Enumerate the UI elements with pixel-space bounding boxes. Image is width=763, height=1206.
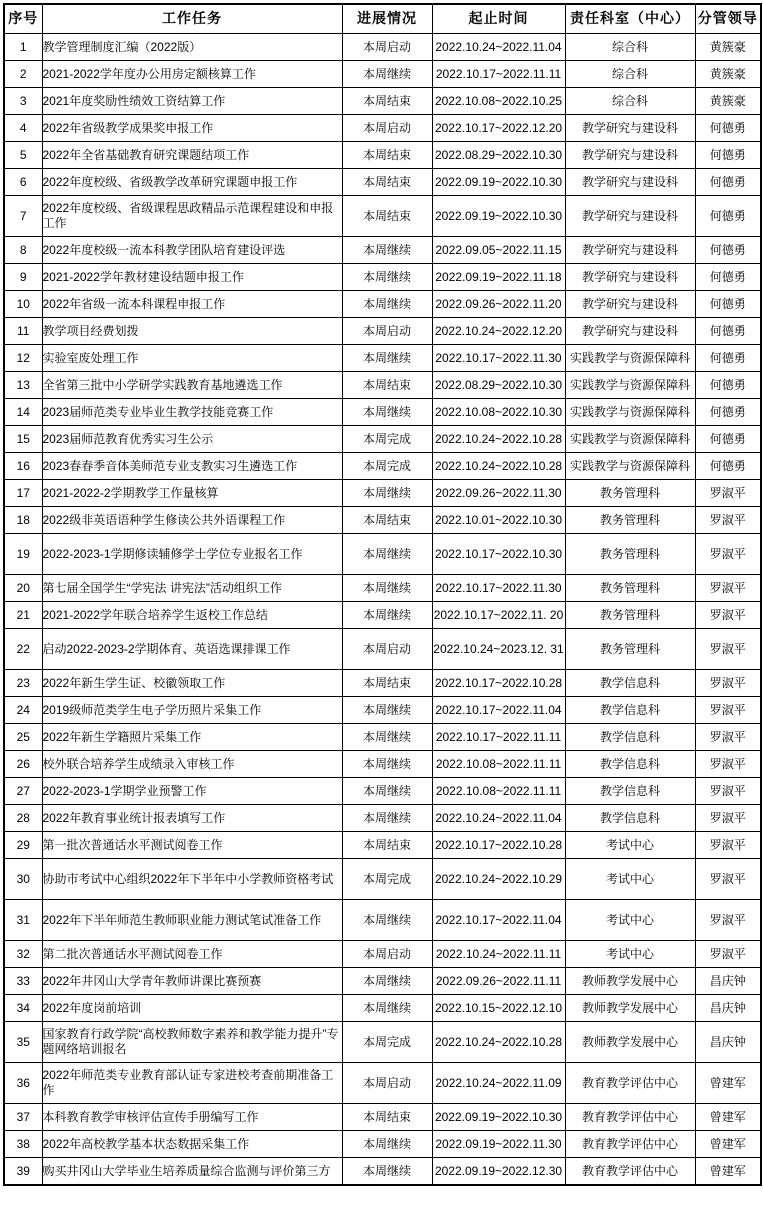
- cell-task: 2021年度奖励性绩效工资结算工作: [42, 88, 342, 115]
- cell-department: 教务管理科: [565, 602, 695, 629]
- cell-leader: 曾建军: [695, 1131, 761, 1158]
- cell-date-range: 2022.09.26~2022.11.20: [432, 291, 565, 318]
- cell-date-range: 2022.10.01~2022.10.30: [432, 507, 565, 534]
- cell-index: 29: [4, 832, 42, 859]
- cell-leader: 何德勇: [695, 345, 761, 372]
- cell-leader: 何德勇: [695, 426, 761, 453]
- cell-task: 2022年度校级一流本科教学团队培育建设评选: [42, 237, 342, 264]
- table-row: [4, 480, 761, 507]
- table-row: [4, 88, 761, 115]
- cell-date-range: 2022.10.24~2022.10.28: [432, 453, 565, 480]
- cell-progress: 本周完成: [342, 426, 432, 453]
- table-row: [4, 724, 761, 751]
- cell-leader: 罗淑平: [695, 480, 761, 507]
- cell-task: 2022年度校级、省级课程思政精品示范课程建设和申报工作: [42, 196, 342, 237]
- cell-date-range: 2022.09.19~2022.10.30: [432, 196, 565, 237]
- cell-department: 教学研究与建设科: [565, 115, 695, 142]
- cell-department: 教学研究与建设科: [565, 169, 695, 196]
- cell-department: 教务管理科: [565, 534, 695, 575]
- cell-task: 2022年度岗前培训: [42, 995, 342, 1022]
- cell-date-range: 2022.10.24~2023.12. 31: [432, 629, 565, 670]
- cell-index: 24: [4, 697, 42, 724]
- cell-department: 教学信息科: [565, 724, 695, 751]
- cell-task: 启动2022-2023-2学期体育、英语选课排课工作: [42, 629, 342, 670]
- cell-progress: 本周继续: [342, 399, 432, 426]
- table-row: [4, 372, 761, 399]
- cell-task: 2021-2022学年教材建设结题申报工作: [42, 264, 342, 291]
- table-row: [4, 399, 761, 426]
- cell-date-range: 2022.10.17~2022.11.11: [432, 61, 565, 88]
- table-body: [4, 34, 761, 1186]
- cell-index: 17: [4, 480, 42, 507]
- cell-department: 教师教学发展中心: [565, 995, 695, 1022]
- cell-date-range: 2022.10.17~2022.10.28: [432, 832, 565, 859]
- table-row: [4, 142, 761, 169]
- cell-date-range: 2022.10.24~2022.11.11: [432, 941, 565, 968]
- cell-index: 19: [4, 534, 42, 575]
- cell-index: 30: [4, 859, 42, 900]
- cell-department: 教学信息科: [565, 697, 695, 724]
- cell-index: 22: [4, 629, 42, 670]
- cell-task: 2022-2023-1学期学业预警工作: [42, 778, 342, 805]
- header-date-range: 起止时间: [432, 4, 565, 34]
- cell-task: 2021-2022-2学期教学工作量核算: [42, 480, 342, 507]
- cell-task: 2022年省级教学成果奖申报工作: [42, 115, 342, 142]
- cell-index: 34: [4, 995, 42, 1022]
- cell-index: 28: [4, 805, 42, 832]
- cell-task: 2022年全省基础教育研究课题结项工作: [42, 142, 342, 169]
- table-row: [4, 995, 761, 1022]
- cell-progress: 本周启动: [342, 34, 432, 61]
- cell-leader: 昌庆钟: [695, 1022, 761, 1063]
- cell-leader: 罗淑平: [695, 602, 761, 629]
- cell-leader: 何德勇: [695, 237, 761, 264]
- cell-task: 2022年新生学籍照片采集工作: [42, 724, 342, 751]
- cell-date-range: 2022.10.15~2022.12.10: [432, 995, 565, 1022]
- cell-index: 1: [4, 34, 42, 61]
- table-row: [4, 453, 761, 480]
- cell-date-range: 2022.10.24~2022.10.28: [432, 1022, 565, 1063]
- cell-leader: 黄簇豪: [695, 61, 761, 88]
- cell-progress: 本周结束: [342, 142, 432, 169]
- header-leader: 分管领导: [695, 4, 761, 34]
- table-row: [4, 291, 761, 318]
- work-plan-table: [3, 3, 762, 1186]
- cell-department: 教育教学评估中心: [565, 1131, 695, 1158]
- cell-task: 2023春春季音体美师范专业支教实习生遴选工作: [42, 453, 342, 480]
- cell-progress: 本周继续: [342, 697, 432, 724]
- table-row: [4, 1022, 761, 1063]
- cell-index: 31: [4, 900, 42, 941]
- cell-department: 教学研究与建设科: [565, 318, 695, 345]
- table-row: [4, 534, 761, 575]
- cell-progress: 本周结束: [342, 372, 432, 399]
- cell-index: 10: [4, 291, 42, 318]
- cell-department: 教务管理科: [565, 480, 695, 507]
- cell-task: 全省第三批中小学研学实践教育基地遴选工作: [42, 372, 342, 399]
- cell-task: 2022-2023-1学期修读辅修学士学位专业报名工作: [42, 534, 342, 575]
- cell-index: 37: [4, 1104, 42, 1131]
- cell-index: 38: [4, 1131, 42, 1158]
- cell-date-range: 2022.10.08~2022.11.11: [432, 778, 565, 805]
- cell-progress: 本周继续: [342, 778, 432, 805]
- cell-index: 33: [4, 968, 42, 995]
- cell-date-range: 2022.10.24~2022.11.04: [432, 805, 565, 832]
- cell-leader: 曾建军: [695, 1104, 761, 1131]
- table-row: [4, 859, 761, 900]
- cell-date-range: 2022.08.29~2022.10.30: [432, 142, 565, 169]
- cell-department: 教务管理科: [565, 507, 695, 534]
- cell-department: 教育教学评估中心: [565, 1158, 695, 1186]
- cell-index: 4: [4, 115, 42, 142]
- cell-department: 教育教学评估中心: [565, 1063, 695, 1104]
- cell-task: 校外联合培养学生成绩录入审核工作: [42, 751, 342, 778]
- cell-progress: 本周继续: [342, 264, 432, 291]
- cell-leader: 何德勇: [695, 399, 761, 426]
- cell-index: 20: [4, 575, 42, 602]
- cell-progress: 本周结束: [342, 88, 432, 115]
- cell-leader: 罗淑平: [695, 859, 761, 900]
- cell-task: 第一批次普通话水平测试阅卷工作: [42, 832, 342, 859]
- cell-leader: 黄簇豪: [695, 88, 761, 115]
- cell-department: 教学研究与建设科: [565, 291, 695, 318]
- cell-date-range: 2022.09.19~2022.12.30: [432, 1158, 565, 1186]
- cell-department: 考试中心: [565, 859, 695, 900]
- table-row: [4, 345, 761, 372]
- cell-task: 2022年省级一流本科课程申报工作: [42, 291, 342, 318]
- cell-progress: 本周继续: [342, 345, 432, 372]
- cell-progress: 本周结束: [342, 196, 432, 237]
- cell-task: 2023届师范教育优秀实习生公示: [42, 426, 342, 453]
- cell-progress: 本周启动: [342, 115, 432, 142]
- cell-index: 5: [4, 142, 42, 169]
- cell-task: 教学管理制度汇编（2022版）: [42, 34, 342, 61]
- cell-leader: 罗淑平: [695, 751, 761, 778]
- cell-date-range: 2022.08.29~2022.10.30: [432, 372, 565, 399]
- cell-date-range: 2022.10.17~2022.11.11: [432, 724, 565, 751]
- cell-task: 2022级非英语语种学生修读公共外语课程工作: [42, 507, 342, 534]
- cell-index: 36: [4, 1063, 42, 1104]
- cell-index: 12: [4, 345, 42, 372]
- cell-department: 教学信息科: [565, 805, 695, 832]
- table-row: [4, 61, 761, 88]
- cell-leader: 罗淑平: [695, 941, 761, 968]
- cell-index: 23: [4, 670, 42, 697]
- cell-leader: 何德勇: [695, 264, 761, 291]
- cell-leader: 罗淑平: [695, 805, 761, 832]
- cell-progress: 本周继续: [342, 751, 432, 778]
- cell-department: 教学研究与建设科: [565, 264, 695, 291]
- cell-progress: 本周继续: [342, 995, 432, 1022]
- cell-date-range: 2022.10.17~2022.11.04: [432, 900, 565, 941]
- cell-leader: 昌庆钟: [695, 995, 761, 1022]
- table-row: [4, 115, 761, 142]
- cell-date-range: 2022.10.24~2022.10.29: [432, 859, 565, 900]
- cell-index: 6: [4, 169, 42, 196]
- cell-leader: 罗淑平: [695, 629, 761, 670]
- cell-index: 15: [4, 426, 42, 453]
- cell-department: 综合科: [565, 34, 695, 61]
- cell-department: 教师教学发展中心: [565, 1022, 695, 1063]
- cell-date-range: 2022.10.24~2022.10.28: [432, 426, 565, 453]
- cell-department: 综合科: [565, 61, 695, 88]
- cell-index: 25: [4, 724, 42, 751]
- cell-department: 教学研究与建设科: [565, 196, 695, 237]
- cell-department: 考试中心: [565, 832, 695, 859]
- cell-index: 14: [4, 399, 42, 426]
- cell-leader: 何德勇: [695, 142, 761, 169]
- cell-progress: 本周继续: [342, 805, 432, 832]
- cell-department: 实践教学与资源保障科: [565, 426, 695, 453]
- header-index: 序号: [4, 4, 42, 34]
- cell-department: 教学信息科: [565, 670, 695, 697]
- cell-leader: 何德勇: [695, 318, 761, 345]
- cell-progress: 本周继续: [342, 534, 432, 575]
- table-row: [4, 169, 761, 196]
- cell-leader: 罗淑平: [695, 900, 761, 941]
- cell-progress: 本周完成: [342, 1022, 432, 1063]
- cell-date-range: 2022.10.08~2022.10.25: [432, 88, 565, 115]
- cell-progress: 本周继续: [342, 900, 432, 941]
- cell-leader: 罗淑平: [695, 575, 761, 602]
- table-row: [4, 237, 761, 264]
- cell-index: 2: [4, 61, 42, 88]
- table-row: [4, 900, 761, 941]
- header-progress: 进展情况: [342, 4, 432, 34]
- table-row: [4, 968, 761, 995]
- cell-progress: 本周继续: [342, 480, 432, 507]
- cell-leader: 何德勇: [695, 115, 761, 142]
- table-row: [4, 1158, 761, 1186]
- cell-department: 教学研究与建设科: [565, 142, 695, 169]
- cell-leader: 罗淑平: [695, 670, 761, 697]
- cell-index: 39: [4, 1158, 42, 1186]
- cell-progress: 本周继续: [342, 291, 432, 318]
- cell-index: 26: [4, 751, 42, 778]
- header-task: 工作任务: [42, 4, 342, 34]
- cell-leader: 罗淑平: [695, 534, 761, 575]
- cell-task: 2022年教育事业统计报表填写工作: [42, 805, 342, 832]
- cell-task: 实验室废处理工作: [42, 345, 342, 372]
- cell-leader: 黄簇豪: [695, 34, 761, 61]
- cell-progress: 本周继续: [342, 237, 432, 264]
- table-row: [4, 1104, 761, 1131]
- cell-task: 第二批次普通话水平测试阅卷工作: [42, 941, 342, 968]
- cell-progress: 本周继续: [342, 1131, 432, 1158]
- cell-leader: 何德勇: [695, 372, 761, 399]
- cell-progress: 本周继续: [342, 1158, 432, 1186]
- cell-progress: 本周结束: [342, 169, 432, 196]
- table-row: [4, 318, 761, 345]
- table-row: [4, 1063, 761, 1104]
- header-department: 责任科室（中心）: [565, 4, 695, 34]
- cell-task: 2019级师范类学生电子学历照片采集工作: [42, 697, 342, 724]
- cell-index: 13: [4, 372, 42, 399]
- cell-leader: 罗淑平: [695, 697, 761, 724]
- cell-date-range: 2022.09.05~2022.11.15: [432, 237, 565, 264]
- cell-date-range: 2022.10.17~2022.10.28: [432, 670, 565, 697]
- cell-leader: 昌庆钟: [695, 968, 761, 995]
- cell-index: 18: [4, 507, 42, 534]
- cell-department: 教学研究与建设科: [565, 237, 695, 264]
- cell-department: 教务管理科: [565, 629, 695, 670]
- cell-date-range: 2022.10.17~2022.11. 20: [432, 602, 565, 629]
- cell-department: 实践教学与资源保障科: [565, 453, 695, 480]
- cell-task: 2022年高校教学基本状态数据采集工作: [42, 1131, 342, 1158]
- cell-date-range: 2022.10.08~2022.11.11: [432, 751, 565, 778]
- cell-date-range: 2022.09.26~2022.11.11: [432, 968, 565, 995]
- cell-index: 9: [4, 264, 42, 291]
- cell-department: 实践教学与资源保障科: [565, 399, 695, 426]
- cell-index: 32: [4, 941, 42, 968]
- table-row: [4, 34, 761, 61]
- cell-index: 16: [4, 453, 42, 480]
- table-header-row: [4, 4, 761, 34]
- cell-date-range: 2022.09.26~2022.11.30: [432, 480, 565, 507]
- cell-leader: 曾建军: [695, 1063, 761, 1104]
- cell-task: 2022年师范类专业教育部认证专家进校考查前期准备工作: [42, 1063, 342, 1104]
- table-row: [4, 941, 761, 968]
- cell-date-range: 2022.09.19~2022.10.30: [432, 1104, 565, 1131]
- cell-date-range: 2022.10.17~2022.11.04: [432, 697, 565, 724]
- cell-department: 考试中心: [565, 941, 695, 968]
- cell-department: 教学信息科: [565, 778, 695, 805]
- cell-date-range: 2022.10.24~2022.11.04: [432, 34, 565, 61]
- cell-task: 国家教育行政学院“高校教师数字素养和教学能力提升”专题网络培训报名: [42, 1022, 342, 1063]
- table-row: [4, 778, 761, 805]
- cell-date-range: 2022.10.24~2022.12.20: [432, 318, 565, 345]
- cell-leader: 何德勇: [695, 169, 761, 196]
- cell-leader: 何德勇: [695, 196, 761, 237]
- cell-date-range: 2022.10.17~2022.11.30: [432, 575, 565, 602]
- cell-leader: 罗淑平: [695, 507, 761, 534]
- table-row: [4, 426, 761, 453]
- cell-department: 教务管理科: [565, 575, 695, 602]
- cell-task: 协助市考试中心组织2022年下半年中小学教师资格考试: [42, 859, 342, 900]
- cell-index: 21: [4, 602, 42, 629]
- cell-index: 8: [4, 237, 42, 264]
- cell-leader: 罗淑平: [695, 832, 761, 859]
- table-row: [4, 670, 761, 697]
- table-row: [4, 196, 761, 237]
- cell-progress: 本周启动: [342, 318, 432, 345]
- cell-department: 教育教学评估中心: [565, 1104, 695, 1131]
- cell-index: 3: [4, 88, 42, 115]
- cell-date-range: 2022.10.17~2022.10.30: [432, 534, 565, 575]
- cell-date-range: 2022.10.08~2022.10.30: [432, 399, 565, 426]
- cell-progress: 本周启动: [342, 941, 432, 968]
- cell-index: 11: [4, 318, 42, 345]
- cell-task: 本科教育教学审核评估宣传手册编写工作: [42, 1104, 342, 1131]
- cell-progress: 本周结束: [342, 832, 432, 859]
- cell-task: 2021-2022学年度办公用房定额核算工作: [42, 61, 342, 88]
- cell-department: 教学信息科: [565, 751, 695, 778]
- table-row: [4, 629, 761, 670]
- table-row: [4, 832, 761, 859]
- cell-leader: 曾建军: [695, 1158, 761, 1186]
- cell-task: 2022年下半年师范生教师职业能力测试笔试准备工作: [42, 900, 342, 941]
- cell-date-range: 2022.09.19~2022.11.18: [432, 264, 565, 291]
- cell-date-range: 2022.10.17~2022.11.30: [432, 345, 565, 372]
- cell-leader: 罗淑平: [695, 778, 761, 805]
- table-row: [4, 697, 761, 724]
- cell-progress: 本周继续: [342, 968, 432, 995]
- cell-index: 35: [4, 1022, 42, 1063]
- cell-leader: 何德勇: [695, 453, 761, 480]
- cell-progress: 本周继续: [342, 61, 432, 88]
- cell-progress: 本周继续: [342, 575, 432, 602]
- cell-task: 购买井冈山大学毕业生培养质量综合监测与评价第三方: [42, 1158, 342, 1186]
- cell-index: 7: [4, 196, 42, 237]
- table-row: [4, 575, 761, 602]
- cell-task: 教学项目经费划拨: [42, 318, 342, 345]
- cell-progress: 本周完成: [342, 453, 432, 480]
- cell-department: 实践教学与资源保障科: [565, 372, 695, 399]
- cell-progress: 本周结束: [342, 670, 432, 697]
- cell-task: 2022年新生学生证、校徽领取工作: [42, 670, 342, 697]
- cell-leader: 罗淑平: [695, 724, 761, 751]
- cell-task: 2022年度校级、省级教学改革研究课题申报工作: [42, 169, 342, 196]
- table-row: [4, 602, 761, 629]
- cell-progress: 本周完成: [342, 859, 432, 900]
- table-row: [4, 264, 761, 291]
- cell-progress: 本周继续: [342, 724, 432, 751]
- cell-date-range: 2022.09.19~2022.11.30: [432, 1131, 565, 1158]
- cell-task: 2021-2022学年联合培养学生返校工作总结: [42, 602, 342, 629]
- cell-task: 第七届全国学生“学宪法 讲宪法”活动组织工作: [42, 575, 342, 602]
- cell-department: 综合科: [565, 88, 695, 115]
- cell-progress: 本周启动: [342, 629, 432, 670]
- table-row: [4, 805, 761, 832]
- cell-progress: 本周结束: [342, 507, 432, 534]
- table-row: [4, 751, 761, 778]
- cell-department: 实践教学与资源保障科: [565, 345, 695, 372]
- cell-department: 考试中心: [565, 900, 695, 941]
- cell-progress: 本周结束: [342, 1104, 432, 1131]
- cell-date-range: 2022.10.17~2022.12.20: [432, 115, 565, 142]
- cell-index: 27: [4, 778, 42, 805]
- cell-date-range: 2022.09.19~2022.10.30: [432, 169, 565, 196]
- table-row: [4, 507, 761, 534]
- cell-date-range: 2022.10.24~2022.11.09: [432, 1063, 565, 1104]
- cell-task: 2022年井冈山大学青年教师讲课比赛预赛: [42, 968, 342, 995]
- cell-department: 教师教学发展中心: [565, 968, 695, 995]
- cell-leader: 何德勇: [695, 291, 761, 318]
- cell-progress: 本周继续: [342, 602, 432, 629]
- cell-task: 2023届师范类专业毕业生教学技能竞赛工作: [42, 399, 342, 426]
- cell-progress: 本周启动: [342, 1063, 432, 1104]
- table-row: [4, 1131, 761, 1158]
